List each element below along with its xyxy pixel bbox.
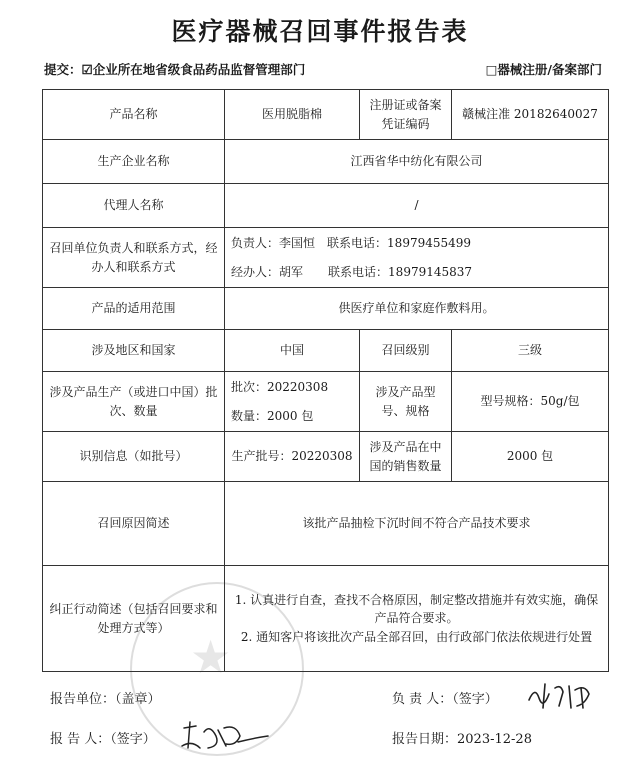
table-row <box>43 228 609 288</box>
responsible-signature <box>525 680 605 712</box>
submit-prefix: 提交： <box>44 62 82 77</box>
responsible-label: 负 责 人：（签字） <box>392 692 498 707</box>
table-row <box>43 140 609 184</box>
ident-label: 识别信息（如批号） <box>43 432 225 482</box>
contact-value <box>225 228 609 288</box>
action-label: 纠正行动简述（包括召回要求和处理方式等） <box>43 566 225 672</box>
scope-value: 供医疗单位和家庭作敷料用。 <box>225 288 609 330</box>
manufacturer-value: 江西省华中纺化有限公司 <box>225 140 609 184</box>
contact-person-phone: 18979455499 <box>387 235 472 250</box>
handler-line <box>229 263 604 282</box>
action-item-2: 2. 通知客户将该批次产品全部召回，由行政部门依法依规进行处置 <box>240 629 593 644</box>
batch-value-cell <box>225 372 360 432</box>
table-row <box>43 372 609 432</box>
reg-cert-label: 注册证或备案凭证编码 <box>360 90 452 140</box>
report-date-value: 2023-12-28 <box>457 732 532 747</box>
submit-to-line <box>44 60 305 78</box>
reason-label: 召回原因简述 <box>43 482 225 566</box>
submit-option-provincial: ☑企业所在地省级食品药品监督管理部门 <box>81 62 306 77</box>
table-row <box>43 330 609 372</box>
agent-value: / <box>225 184 609 228</box>
manufacturer-label: 生产企业名称 <box>43 140 225 184</box>
action-value <box>225 566 609 672</box>
batch-label: 涉及产品生产（或进口中国）批次、数量 <box>43 372 225 432</box>
document-title: 医疗器械召回事件报告表 <box>171 17 469 46</box>
handler-role: 经办人： <box>231 264 280 279</box>
batch-value: 批次：20220308 <box>231 379 329 394</box>
contact-person-name: 李国恒 <box>279 235 316 250</box>
recall-level-label: 召回级别 <box>360 330 452 372</box>
recall-level-value: 三级 <box>452 330 609 372</box>
model-label: 涉及产品型号、规格 <box>360 372 452 432</box>
table-row <box>43 482 609 566</box>
ident-value: 生产批号：20220308 <box>225 432 360 482</box>
report-date-line <box>392 728 532 747</box>
submit-option-registration: □器械注册/备案部门 <box>485 62 602 77</box>
contact-person-phone-label: 联系电话： <box>327 235 388 250</box>
handler-phone: 18979145837 <box>388 264 473 279</box>
seal-star-icon: ★ <box>190 630 232 684</box>
table-row <box>43 432 609 482</box>
region-label: 涉及地区和国家 <box>43 330 225 372</box>
china-sales-label: 涉及产品在中国的销售数量 <box>360 432 452 482</box>
report-date-label: 报告日期： <box>392 732 458 747</box>
contact-person-line <box>229 234 604 253</box>
scope-label: 产品的适用范围 <box>43 288 225 330</box>
recall-report-table <box>42 89 609 672</box>
reporter-signature <box>178 718 270 756</box>
action-item-1: 1. 认真进行自查，查找不合格原因，制定整改措施并有效实施，确保产品符合要求。 <box>234 592 599 626</box>
table-row <box>43 184 609 228</box>
report-unit-label: 报告单位：（盖章） <box>50 692 161 707</box>
contact-person-role: 负责人： <box>231 235 280 250</box>
contact-label: 召回单位负责人和联系方式，经办人和联系方式 <box>43 228 225 288</box>
model-value: 型号规格：50g/包 <box>452 372 609 432</box>
reason-value: 该批产品抽检下沉时间不符合产品技术要求 <box>225 482 609 566</box>
product-name-value: 医用脱脂棉 <box>225 90 360 140</box>
reg-cert-value: 赣械注准 20182640027 <box>452 90 609 140</box>
table-row <box>43 288 609 330</box>
agent-label: 代理人名称 <box>43 184 225 228</box>
reporter-label: 报 告 人：（签字） <box>50 732 156 747</box>
china-sales-value: 2000 包 <box>452 432 609 482</box>
table-row <box>43 566 609 672</box>
table-row <box>43 90 609 140</box>
handler-phone-label: 联系电话： <box>328 264 389 279</box>
product-name-label: 产品名称 <box>43 90 225 140</box>
quantity-value: 数量：2000 包 <box>231 408 314 423</box>
handler-name: 胡军 <box>279 264 304 279</box>
region-value: 中国 <box>225 330 360 372</box>
